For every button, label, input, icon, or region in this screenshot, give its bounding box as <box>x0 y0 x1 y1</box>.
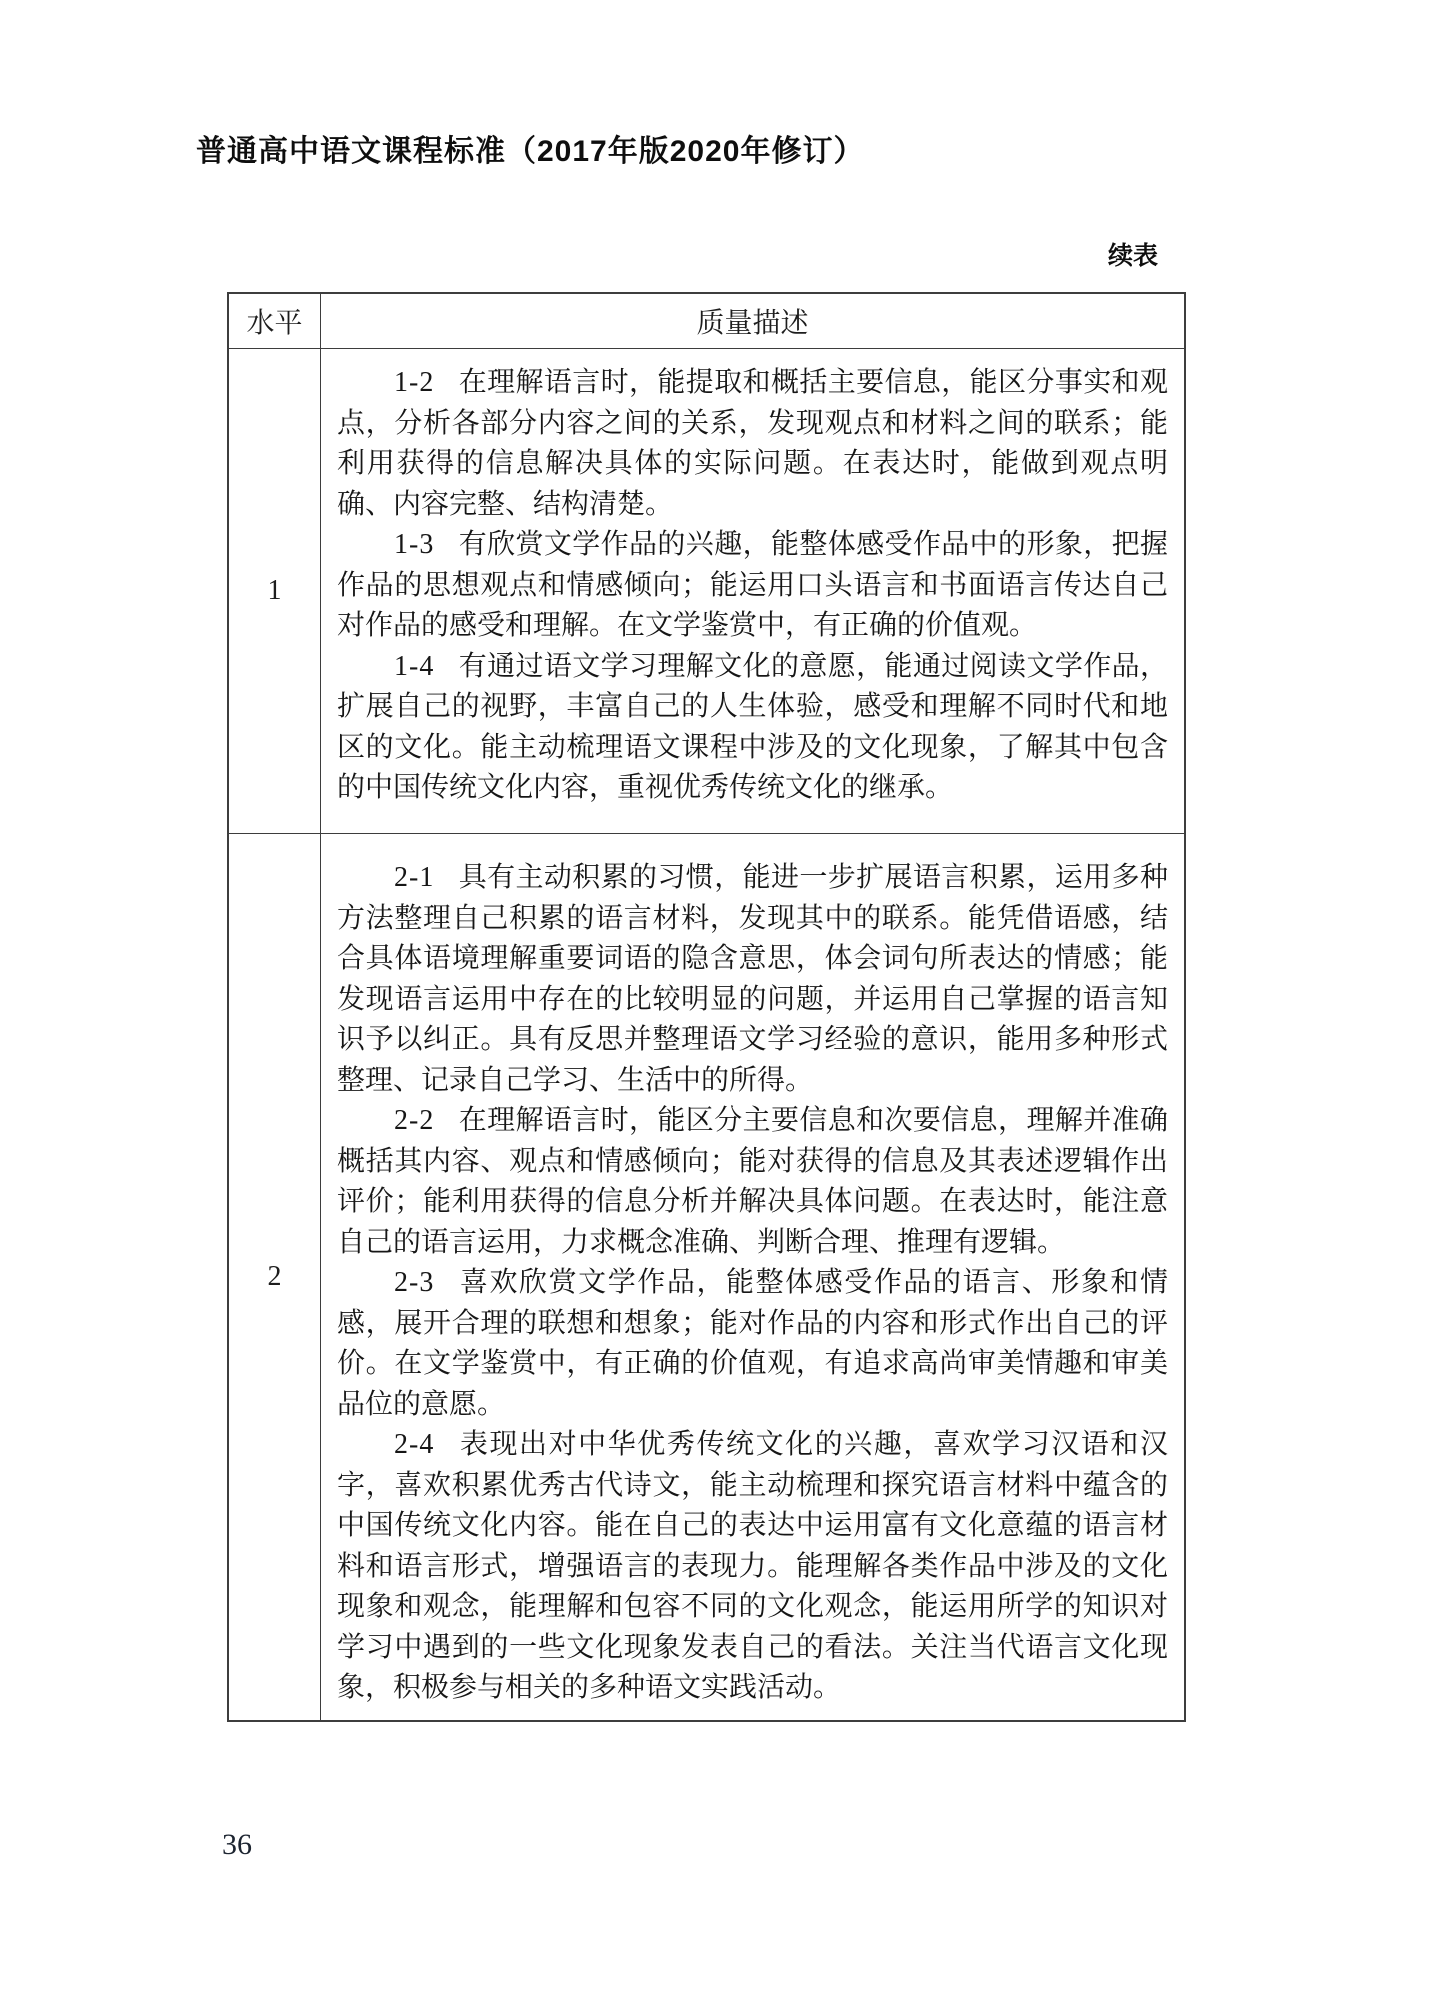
paragraph-text: 有通过语文学习理解文化的意愿，能通过阅读文学作品，扩展自己的视野，丰富自己的人生体验，感受和理解不同时代和地区的文化。能主动梳理语文课程中涉及的文化现象，了解其中包含的中国传统文化内容，重视优秀传统文化的继承。 <box>337 650 1168 803</box>
paragraph-number: 2-2 <box>394 1105 435 1136</box>
paragraph-number: 2-1 <box>394 862 435 893</box>
table-row-level-1 <box>229 349 1184 834</box>
paragraph <box>337 525 1168 647</box>
column-header-level: 水平 <box>229 294 321 348</box>
paragraph-text: 表现出对中华优秀传统文化的兴趣，喜欢学习汉语和汉字，喜欢积累优秀古代诗文，能主动梳理和探究语言材料中蕴含的中国传统文化内容。能在自己的表达中运用富有文化意蕴的语言材料和语言形式，增强语言的表现力。能理解各类作品中涉及的文化现象和观念，能理解和包容不同的文化观念，能运用所学的知识对学习中遇到的一些文化现象发表自己的看法。关注当代语言文化现象，积极参与相关的多种语文实践活动。 <box>337 1429 1168 1703</box>
page-number: 36 <box>222 1828 252 1861</box>
table-row-level-2 <box>229 834 1184 1720</box>
paragraph-text: 有欣赏文学作品的兴趣，能整体感受作品中的形象，把握作品的思想观点和情感倾向；能运用口头语言和书面语言传达自己对作品的感受和理解。在文学鉴赏中，有正确的价值观。 <box>337 529 1168 641</box>
paragraph <box>337 363 1168 525</box>
description-cell <box>321 349 1184 833</box>
paragraph-text: 喜欢欣赏文学作品，能整体感受作品的语言、形象和情感，展开合理的联想和想象；能对作品的内容和形式作出自己的评价。在文学鉴赏中，有正确的价值观，有追求高尚审美情趣和审美品位的意愿。 <box>337 1267 1168 1420</box>
paragraph-number: 1-3 <box>394 529 435 560</box>
paragraph <box>337 858 1168 1101</box>
paragraph <box>337 1263 1168 1425</box>
paragraph-number: 1-2 <box>394 367 435 398</box>
page-title: 普通高中语文课程标准（2017年版2020年修订） <box>196 135 865 168</box>
paragraph-number: 2-3 <box>394 1267 435 1298</box>
paragraph-text: 在理解语言时，能区分主要信息和次要信息，理解并准确概括其内容、观点和情感倾向；能对获得的信息及其表述逻辑作出评价；能利用获得的信息分析并解决具体问题。在表达时，能注意自己的语言运用，力求概念准确、判断合理、推理有逻辑。 <box>337 1105 1168 1258</box>
column-header-quality-description: 质量描述 <box>696 308 809 339</box>
paragraph <box>337 1101 1168 1263</box>
paragraph <box>337 1425 1168 1709</box>
paragraph-text: 在理解语言时，能提取和概括主要信息，能区分事实和观点，分析各部分内容之间的关系，发现观点和材料之间的联系；能利用获得的信息解决具体的实际问题。在表达时，能做到观点明确、内容完整、结构清楚。 <box>337 367 1168 520</box>
paragraph-number: 2-4 <box>394 1429 435 1460</box>
paragraph-text: 具有主动积累的习惯，能进一步扩展语言积累，运用多种方法整理自己积累的语言材料，发现其中的联系。能凭借语感，结合具体语境理解重要词语的隐含意思，体会词句所表达的情感；能发现语言运用中存在的比较明显的问题，并运用自己掌握的语言知识予以纠正。具有反思并整理语文学习经验的意识，能用多种形式整理、记录自己学习、生活中的所得。 <box>337 862 1168 1096</box>
quality-description-table <box>227 292 1186 1722</box>
paragraph-number: 1-4 <box>394 650 435 682</box>
description-cell <box>321 834 1184 1720</box>
table-header-row <box>229 294 1184 349</box>
paragraph <box>337 647 1168 809</box>
level-cell: 2 <box>229 834 321 1720</box>
continued-table-label: 续表 <box>1107 242 1158 270</box>
level-cell: 1 <box>229 349 321 833</box>
